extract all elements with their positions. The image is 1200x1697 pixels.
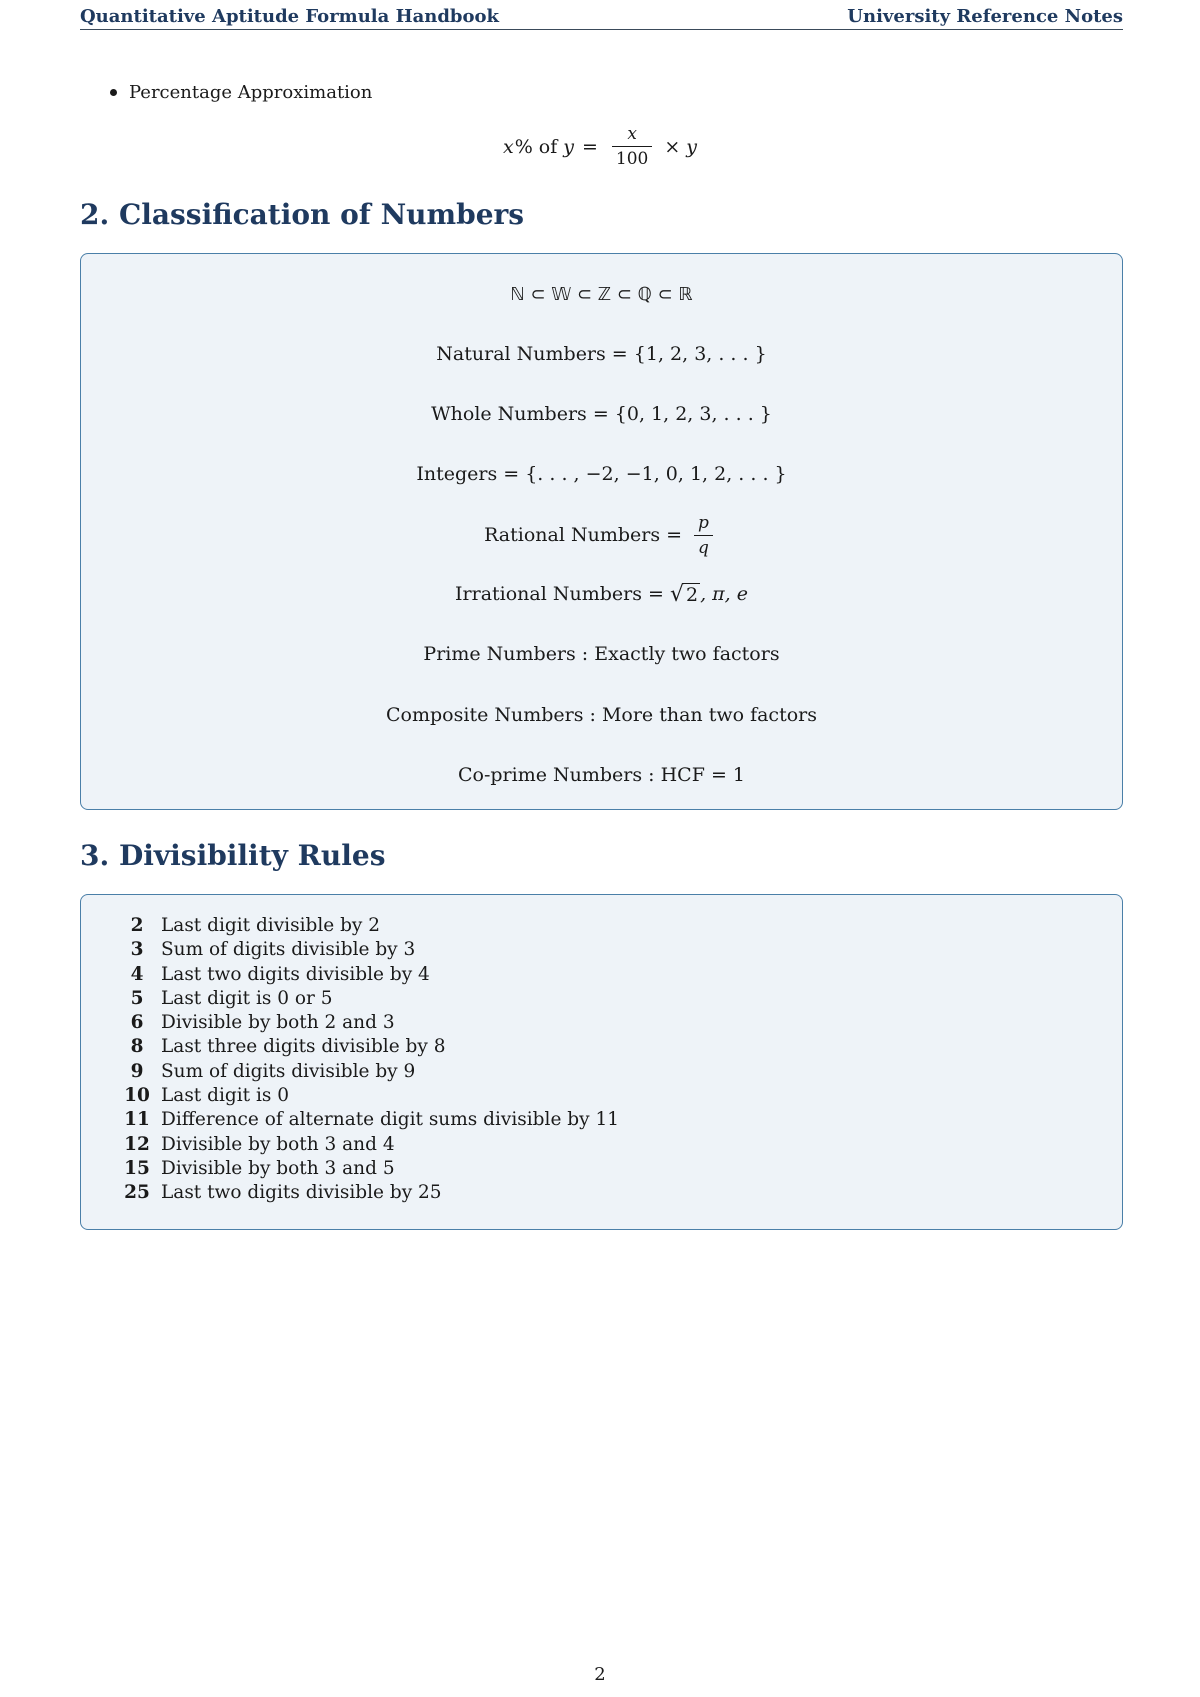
- percentage-formula: [0, 124, 1200, 169]
- prime-numbers-line: Prime Numbers : Exactly two factors: [423, 643, 780, 665]
- rule-description: Last digit divisible by 2: [161, 915, 381, 936]
- radicand: 2: [685, 583, 699, 606]
- rational-numerator: p: [698, 512, 709, 533]
- rule-row: [113, 964, 619, 988]
- section-heading-divisibility: 3. Divisibility Rules: [80, 839, 386, 872]
- rule-divisor: 4: [130, 963, 144, 985]
- whole-numbers-line: Whole Numbers = {0, 1, 2, 3, . . . }: [431, 403, 772, 425]
- rule-row: [113, 1182, 619, 1206]
- formula-equals: =: [582, 135, 598, 158]
- rule-description: Sum of digits divisible by 3: [161, 939, 416, 961]
- integers-line: Integers = {. . . , −2, −1, 0, 1, 2, . . . }: [416, 463, 787, 485]
- rule-divisor: 9: [130, 1060, 144, 1082]
- rule-row: [113, 1085, 619, 1109]
- rule-row: [113, 1012, 619, 1036]
- rule-divisor: 2: [130, 915, 144, 936]
- rational-numbers-line: [81, 512, 1122, 558]
- rule-divisor: 5: [130, 987, 144, 1009]
- bullet-label: Percentage Approximation: [129, 82, 373, 103]
- rule-divisor: 8: [130, 1036, 144, 1058]
- rule-divisor: 6: [130, 1012, 144, 1034]
- rule-description: Last digit is 0 or 5: [161, 987, 333, 1009]
- irrational-label: Irrational Numbers =: [455, 583, 664, 605]
- irrational-numbers-line: [81, 574, 1122, 614]
- formula-var-x: x: [502, 135, 514, 158]
- rational-denominator: q: [694, 535, 713, 558]
- coprime-numbers-line: Co-prime Numbers : HCF = 1: [458, 764, 745, 786]
- rule-divisor: 11: [124, 1109, 150, 1131]
- rule-row: [113, 939, 619, 963]
- rule-divisor: 3: [130, 939, 144, 961]
- fraction-denominator: 100: [612, 146, 652, 169]
- rule-description: Sum of digits divisible by 9: [161, 1060, 416, 1082]
- divisibility-rules-box: [80, 894, 1123, 1230]
- formula-times: ×: [664, 135, 681, 158]
- bullet-item: [110, 82, 372, 103]
- rule-description: Divisible by both 3 and 4: [161, 1133, 395, 1155]
- rule-row: [113, 1158, 619, 1182]
- rule-divisor: 12: [124, 1133, 150, 1155]
- formula-fraction: [612, 124, 652, 169]
- header-left-title: Quantitative Aptitude Formula Handbook: [80, 6, 499, 27]
- rule-description: Difference of alternate digit sums divisible by 11: [161, 1109, 619, 1131]
- rule-description: Last two digits divisible by 25: [161, 1182, 442, 1204]
- rule-description: Last digit is 0: [161, 1085, 290, 1107]
- section-heading-classification: 2. Classification of Numbers: [80, 198, 525, 231]
- header-right-title: University Reference Notes: [847, 6, 1123, 27]
- rule-description: Divisible by both 2 and 3: [161, 1012, 395, 1034]
- irrational-rest: , π, e: [700, 583, 748, 605]
- rule-row: [113, 1036, 619, 1060]
- divisibility-rules-list: [113, 915, 619, 1207]
- rule-divisor: 25: [124, 1182, 150, 1204]
- rational-label: Rational Numbers =: [484, 524, 683, 546]
- rule-row: [113, 1061, 619, 1085]
- rule-row: [113, 988, 619, 1012]
- bullet-dot-icon: [110, 89, 117, 96]
- rule-divisor: 15: [124, 1157, 150, 1179]
- rule-row: [113, 1109, 619, 1133]
- formula-var-y2: y: [686, 135, 698, 158]
- classification-box: [80, 253, 1123, 810]
- rule-description: Last three digits divisible by 8: [161, 1036, 446, 1058]
- rule-row: [113, 1134, 619, 1158]
- number-set-chain: ℕ ⊂ 𝕎 ⊂ ℤ ⊂ ℚ ⊂ ℝ: [510, 283, 693, 305]
- rational-fraction: [694, 513, 713, 558]
- radical-sign-icon: √: [669, 581, 684, 607]
- running-header: [80, 4, 1123, 30]
- square-root-symbol: [670, 583, 700, 606]
- page-number: 2: [594, 1664, 606, 1685]
- rule-row: [113, 915, 619, 939]
- rule-description: Last two digits divisible by 4: [161, 963, 430, 985]
- natural-numbers-line: Natural Numbers = {1, 2, 3, . . . }: [436, 343, 767, 365]
- composite-numbers-line: Composite Numbers : More than two factors: [386, 704, 817, 726]
- formula-percent-of: % of: [514, 135, 558, 158]
- formula-var-y: y: [563, 135, 574, 158]
- fraction-numerator: x: [627, 124, 637, 144]
- rule-description: Divisible by both 3 and 5: [161, 1157, 395, 1179]
- rule-divisor: 10: [124, 1085, 150, 1107]
